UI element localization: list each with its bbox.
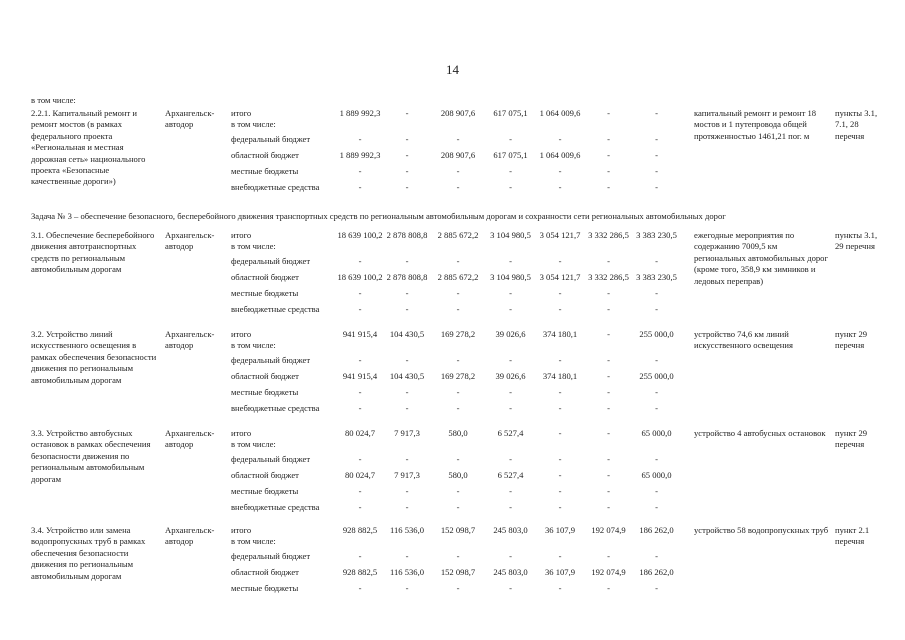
expected-result: капитальный ремонт и ремонт 18 мостов и 1 путепровода общей протяженностью 1461,21 пог. м: [694, 108, 817, 141]
value-cell: -: [607, 150, 610, 161]
expected-result: ежегодные мероприятия по содержанию 7009,5 км региональных автомобильных дорог (кроме того, 358,9 км зимников и ледовых переправ): [694, 230, 829, 286]
funding-source-label: местные бюджеты: [231, 387, 299, 398]
funding-values: [336, 428, 681, 518]
value-cell: -: [607, 428, 610, 438]
funding-source-label: областной бюджет: [231, 371, 299, 382]
value-cell: -: [456, 134, 460, 144]
value-cell: -: [456, 387, 460, 398]
value-cell: 3 383 230,5: [636, 272, 677, 283]
value-cell: 80 024,7: [344, 470, 376, 481]
funding-source-label: федеральный бюджет: [231, 454, 311, 464]
value-cell: 3 054 121,7: [539, 230, 581, 240]
value-cell: -: [655, 502, 658, 513]
executor: Архангельск-автодор: [165, 428, 215, 450]
values-row: [336, 150, 681, 166]
activity-name: 2.2.1. Капитальный ремонт и ремонт мостов (в рамках федерального проекта «Региональная и местная дорожная сеть» национального проекта «Безопасные качественные дороги»): [31, 108, 146, 187]
values-row: [336, 525, 681, 551]
list-reference: пункт 29 перечня: [835, 329, 868, 351]
value-cell: 3 104 980,5: [490, 272, 531, 283]
value-cell: 152 098,7: [440, 525, 476, 535]
value-cell: -: [558, 134, 562, 144]
value-cell: -: [607, 182, 610, 193]
value-cell: -: [558, 583, 562, 594]
value-cell: 186 262,0: [639, 525, 674, 535]
value-cell: -: [655, 403, 658, 414]
value-cell: -: [655, 551, 658, 561]
value-cell: 2 878 808,8: [386, 230, 428, 240]
value-cell: 580,0: [448, 428, 468, 438]
funding-source-label: итого в том числе:: [231, 230, 276, 252]
funding-source-label: областной бюджет: [231, 150, 299, 161]
value-cell: -: [456, 583, 460, 594]
value-cell: -: [558, 470, 562, 481]
value-cell: -: [607, 134, 610, 144]
value-cell: -: [509, 288, 512, 299]
value-cell: -: [405, 403, 409, 414]
value-cell: 6 527,4: [497, 428, 524, 438]
value-cell: -: [358, 256, 362, 266]
funding-sources: [231, 108, 336, 198]
expected-result: устройство 58 водопропускных труб: [694, 525, 829, 535]
values-row: [336, 288, 681, 304]
value-cell: -: [509, 304, 512, 315]
value-cell: -: [358, 134, 362, 144]
value-cell: -: [509, 403, 512, 414]
intro-text: в том числе:: [31, 95, 76, 105]
funding-source-label: областной бюджет: [231, 567, 299, 578]
list-reference: пункты 3.1, 29 перечня: [835, 230, 878, 252]
value-cell: 65 000,0: [641, 428, 672, 438]
funding-sources: [231, 525, 336, 599]
value-cell: -: [607, 551, 610, 561]
value-cell: -: [358, 304, 362, 315]
value-cell: 2 878 808,8: [386, 272, 428, 283]
value-cell: 1 889 992,3: [339, 150, 381, 161]
value-cell: -: [558, 166, 562, 177]
value-cell: -: [558, 304, 562, 315]
value-cell: -: [558, 551, 562, 561]
value-cell: 3 383 230,5: [636, 230, 677, 240]
values-row: [336, 134, 681, 150]
value-cell: 192 074,9: [591, 567, 626, 578]
value-cell: -: [558, 256, 562, 266]
value-cell: 3 054 121,7: [539, 272, 581, 283]
value-cell: -: [456, 355, 460, 365]
value-cell: -: [607, 108, 610, 118]
value-cell: -: [607, 387, 610, 398]
value-cell: -: [607, 256, 610, 266]
value-cell: -: [655, 182, 658, 193]
funding-source-label: федеральный бюджет: [231, 355, 311, 365]
value-cell: 928 882,5: [342, 567, 378, 578]
funding-source-label: областной бюджет: [231, 272, 299, 283]
value-cell: 7 917,3: [394, 428, 420, 438]
page-number: 14: [446, 62, 459, 77]
funding-source-label: федеральный бюджет: [231, 134, 311, 144]
value-cell: 1 889 992,3: [339, 108, 381, 118]
value-cell: -: [358, 502, 362, 513]
value-cell: -: [456, 166, 460, 177]
value-cell: 1 064 009,6: [539, 150, 581, 161]
value-cell: -: [655, 304, 658, 315]
value-cell: 6 527,4: [497, 470, 524, 481]
value-cell: 18 639 100,2: [337, 230, 383, 240]
funding-source-label: федеральный бюджет: [231, 256, 311, 266]
value-cell: -: [607, 583, 610, 594]
value-cell: 65 000,0: [641, 470, 672, 481]
value-cell: -: [655, 355, 658, 365]
value-cell: 374 180,1: [542, 329, 578, 339]
value-cell: -: [558, 502, 562, 513]
value-cell: 104 430,5: [389, 329, 425, 339]
value-cell: -: [509, 454, 512, 464]
values-row: [336, 567, 681, 583]
value-cell: 928 882,5: [342, 525, 378, 535]
values-row: [336, 428, 681, 454]
value-cell: 255 000,0: [639, 371, 674, 382]
value-cell: -: [655, 134, 658, 144]
value-cell: 2 885 672,2: [437, 230, 479, 240]
value-cell: -: [655, 150, 658, 161]
values-row: [336, 454, 681, 470]
funding-source-label: итого в том числе:: [231, 525, 276, 547]
value-cell: 104 430,5: [389, 371, 425, 382]
value-cell: -: [405, 304, 409, 315]
value-cell: -: [655, 166, 658, 177]
value-cell: 941 915,4: [342, 329, 378, 339]
values-row: [336, 551, 681, 567]
value-cell: -: [358, 551, 362, 561]
value-cell: -: [405, 134, 409, 144]
value-cell: -: [607, 355, 610, 365]
value-cell: -: [405, 502, 409, 513]
value-cell: -: [607, 371, 610, 382]
value-cell: -: [456, 551, 460, 561]
value-cell: 36 107,9: [544, 567, 576, 578]
funding-values: [336, 525, 681, 599]
funding-values: [336, 329, 681, 419]
value-cell: -: [405, 108, 409, 118]
value-cell: -: [558, 486, 562, 497]
values-row: [336, 502, 681, 518]
expected-result: устройство 74,6 км линий искусственного освещения: [694, 329, 793, 351]
value-cell: -: [509, 166, 512, 177]
activity-name: 3.1. Обеспечение бесперебойного движения автотранспортных средств по региональным автомобильным дорогам: [31, 230, 155, 275]
value-cell: -: [456, 304, 460, 315]
value-cell: -: [509, 355, 512, 365]
value-cell: 36 107,9: [544, 525, 576, 535]
value-cell: -: [509, 387, 512, 398]
value-cell: -: [456, 403, 460, 414]
value-cell: 80 024,7: [344, 428, 376, 438]
value-cell: -: [509, 256, 512, 266]
value-cell: -: [607, 470, 610, 481]
funding-source-label: итого в том числе:: [231, 428, 276, 450]
funding-source-label: местные бюджеты: [231, 486, 299, 497]
value-cell: -: [607, 454, 610, 464]
value-cell: -: [607, 288, 610, 299]
value-cell: 208 907,6: [440, 150, 476, 161]
value-cell: -: [655, 256, 658, 266]
value-cell: -: [358, 355, 362, 365]
value-cell: 3 104 980,5: [490, 230, 531, 240]
value-cell: -: [558, 355, 562, 365]
value-cell: -: [456, 288, 460, 299]
value-cell: 245 803,0: [493, 567, 528, 578]
expected-result: устройство 4 автобусных остановок: [694, 428, 826, 438]
activity-name: 3.4. Устройство или замена водопропускных труб в рамках обеспечения безопасности движения по региональным автомобильным дорогам: [31, 525, 146, 581]
values-row: [336, 304, 681, 320]
value-cell: -: [509, 502, 512, 513]
value-cell: 3 332 286,5: [588, 272, 629, 283]
value-cell: 39 026,6: [495, 329, 526, 339]
values-row: [336, 371, 681, 387]
value-cell: -: [358, 454, 362, 464]
value-cell: 116 536,0: [389, 567, 425, 578]
values-row: [336, 166, 681, 182]
value-cell: -: [405, 288, 409, 299]
value-cell: 255 000,0: [639, 329, 674, 339]
funding-values: [336, 230, 681, 320]
value-cell: -: [607, 329, 610, 339]
funding-source-label: внебюджетные средства: [231, 304, 320, 315]
value-cell: -: [456, 256, 460, 266]
funding-sources: [231, 230, 336, 320]
values-row: [336, 355, 681, 371]
values-row: [336, 230, 681, 256]
value-cell: 617 075,1: [493, 108, 528, 118]
value-cell: -: [509, 551, 512, 561]
value-cell: 208 907,6: [440, 108, 476, 118]
value-cell: 152 098,7: [440, 567, 476, 578]
value-cell: -: [358, 182, 362, 193]
values-row: [336, 486, 681, 502]
list-reference: пункт 29 перечня: [835, 428, 868, 450]
values-row: [336, 182, 681, 198]
value-cell: -: [456, 454, 460, 464]
funding-source-label: итого в том числе:: [231, 108, 276, 130]
values-row: [336, 256, 681, 272]
value-cell: -: [358, 403, 362, 414]
value-cell: -: [456, 182, 460, 193]
value-cell: 18 639 100,2: [337, 272, 383, 283]
value-cell: -: [405, 166, 409, 177]
funding-source-label: итого в том числе:: [231, 329, 276, 351]
value-cell: -: [358, 486, 362, 497]
value-cell: -: [358, 288, 362, 299]
value-cell: -: [558, 428, 562, 438]
value-cell: 941 915,4: [342, 371, 378, 382]
value-cell: -: [509, 486, 512, 497]
value-cell: -: [405, 551, 409, 561]
values-row: [336, 329, 681, 355]
value-cell: 39 026,6: [495, 371, 526, 382]
value-cell: -: [655, 454, 658, 464]
value-cell: -: [405, 583, 409, 594]
values-row: [336, 470, 681, 486]
values-row: [336, 108, 681, 134]
list-reference: пункты 3.1, 7.1, 28 перечня: [835, 108, 878, 141]
value-cell: -: [405, 355, 409, 365]
value-cell: -: [558, 288, 562, 299]
value-cell: -: [405, 454, 409, 464]
executor: Архангельск-автодор: [165, 230, 215, 252]
value-cell: -: [607, 166, 610, 177]
funding-source-label: внебюджетные средства: [231, 182, 320, 193]
value-cell: -: [358, 387, 362, 398]
value-cell: -: [655, 387, 658, 398]
funding-source-label: внебюджетные средства: [231, 502, 320, 513]
value-cell: -: [405, 486, 409, 497]
value-cell: -: [405, 182, 409, 193]
value-cell: 169 278,2: [440, 371, 476, 382]
value-cell: -: [607, 403, 610, 414]
executor: Архангельск-автодор: [165, 525, 215, 547]
value-cell: -: [509, 182, 512, 193]
value-cell: 374 180,1: [542, 371, 578, 382]
activity-name: 3.2. Устройство линий искусственного освещения в рамках обеспечения безопасности движения по региональным автомобильным дорогам: [31, 329, 157, 385]
funding-source-label: областной бюджет: [231, 470, 299, 481]
value-cell: 245 803,0: [493, 525, 528, 535]
value-cell: 3 332 286,5: [588, 230, 629, 240]
list-reference: пункт 2.1 перечня: [835, 525, 870, 547]
value-cell: 1 064 009,6: [539, 108, 581, 118]
funding-source-label: внебюджетные средства: [231, 403, 320, 414]
value-cell: 186 262,0: [639, 567, 674, 578]
value-cell: -: [509, 583, 512, 594]
value-cell: -: [655, 108, 658, 118]
value-cell: 617 075,1: [493, 150, 528, 161]
value-cell: 2 885 672,2: [437, 272, 479, 283]
funding-sources: [231, 329, 336, 419]
value-cell: -: [456, 486, 460, 497]
value-cell: -: [405, 256, 409, 266]
value-cell: -: [558, 182, 562, 193]
value-cell: 192 074,9: [591, 525, 626, 535]
value-cell: -: [558, 403, 562, 414]
value-cell: -: [655, 288, 658, 299]
funding-values: [336, 108, 681, 198]
funding-source-label: местные бюджеты: [231, 166, 299, 177]
funding-sources: [231, 428, 336, 518]
value-cell: 580,0: [448, 470, 468, 481]
funding-source-label: местные бюджеты: [231, 288, 299, 299]
value-cell: -: [358, 166, 362, 177]
funding-source-label: местные бюджеты: [231, 583, 299, 594]
value-cell: -: [558, 387, 562, 398]
activity-name: 3.3. Устройство автобусных остановок в рамках обеспечения безопасности движения по региональным автомобильным дорогам: [31, 428, 151, 484]
value-cell: -: [509, 134, 512, 144]
task-3-heading: Задача № 3 – обеспечение безопасного, бесперебойного движения транспортных средств по региональным автомобильным дорогам и сохранности сети региональных автомобильных дорог: [31, 211, 726, 221]
executor: Архангельск-автодор: [165, 329, 215, 351]
value-cell: -: [456, 502, 460, 513]
value-cell: -: [558, 454, 562, 464]
executor: Архангельск-автодор: [165, 108, 215, 130]
value-cell: -: [607, 486, 610, 497]
values-row: [336, 403, 681, 419]
value-cell: 116 536,0: [389, 525, 425, 535]
value-cell: -: [655, 583, 658, 594]
value-cell: -: [607, 502, 610, 513]
values-row: [336, 387, 681, 403]
values-row: [336, 272, 681, 288]
funding-source-label: федеральный бюджет: [231, 551, 311, 561]
value-cell: -: [655, 486, 658, 497]
value-cell: 169 278,2: [440, 329, 476, 339]
value-cell: -: [358, 583, 362, 594]
value-cell: 7 917,3: [394, 470, 420, 481]
value-cell: -: [405, 150, 409, 161]
value-cell: -: [607, 304, 610, 315]
values-row: [336, 583, 681, 599]
value-cell: -: [405, 387, 409, 398]
